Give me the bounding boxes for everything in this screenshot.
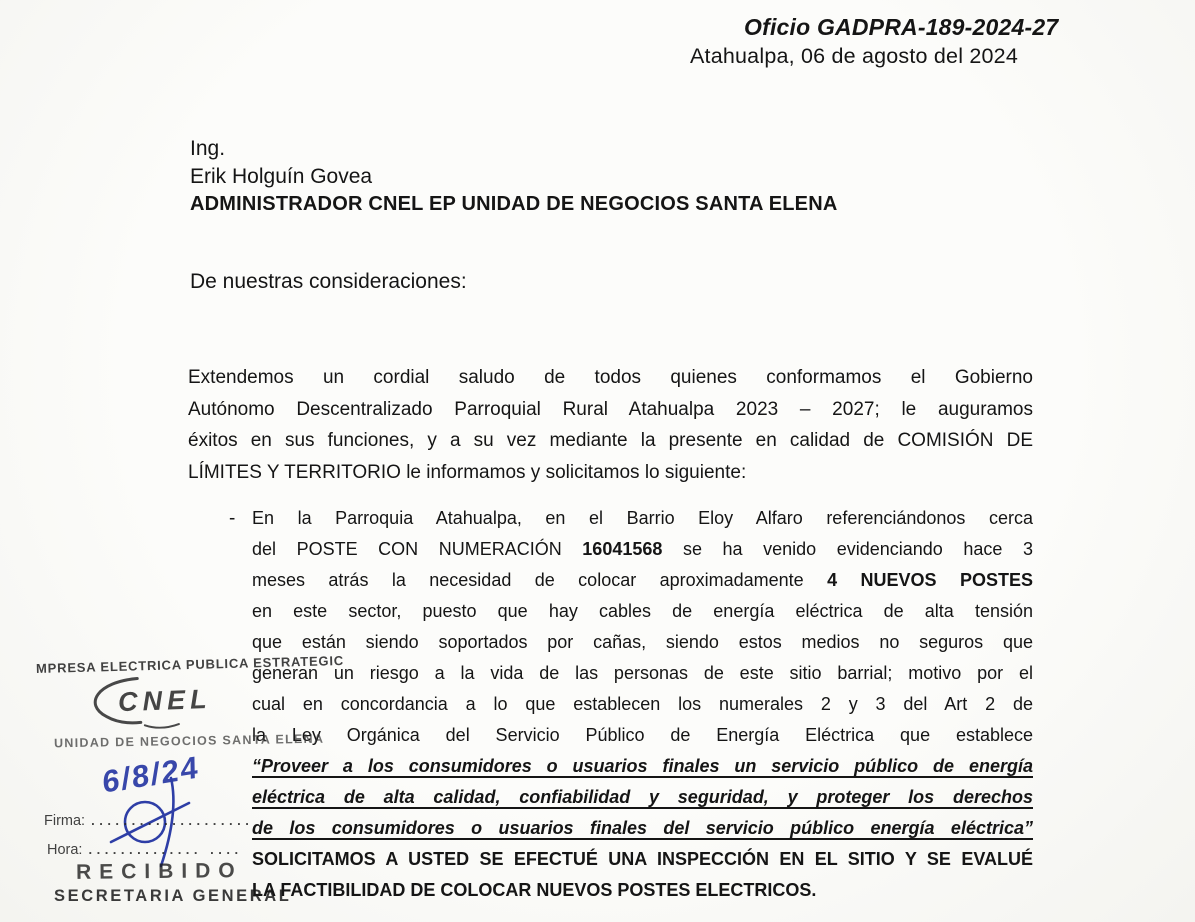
text-line	[188, 457, 1033, 489]
stamp-unit-line: UNIDAD DE NEGOCIOS SANTA ELENA	[53, 731, 325, 751]
addressee-title: ADMINISTRADOR CNEL EP UNIDAD DE NEGOCIOS SANTA ELENA	[190, 193, 838, 215]
text-segment: que están siendo soportados por cañas, siendo estos medios no seguros que	[252, 632, 1033, 652]
text-line	[252, 689, 1033, 720]
text-segment: de los consumidores o usuarios finales del servicio público energía eléctrica”	[252, 818, 1033, 838]
firma-dotted-line: ....................	[91, 813, 254, 828]
text-segment: 16041568	[582, 539, 663, 559]
text-segment: éxitos en sus funciones, y a su vez mediante la presente en calidad de COMISIÓN DE	[188, 430, 1033, 451]
text-segment: 4 NUEVOS POSTES	[827, 570, 1033, 590]
secretaria-general-stamp-text: SECRETARIA GENERAL	[54, 887, 292, 905]
text-segment: la Ley Orgánica del Servicio Público de Energía Eléctrica que establece	[252, 725, 1033, 745]
addressee-salutation: Ing.	[190, 137, 226, 160]
text-line	[252, 720, 1033, 751]
text-line	[252, 813, 1033, 844]
oficio-number: Oficio GADPRA-189-2024-27	[744, 14, 1059, 40]
intro-paragraph	[188, 362, 1033, 488]
text-line	[252, 503, 1033, 534]
hora-row	[47, 842, 243, 858]
hora-dotted-line: .............. ....	[88, 842, 243, 857]
text-line	[252, 875, 1033, 906]
stamp-company-line: MPRESA ELECTRICA PUBLICA ESTRATEGIC	[35, 652, 345, 677]
cnel-logo-text: CNEL	[117, 683, 213, 718]
text-line	[188, 425, 1033, 457]
text-segment: Extendemos un cordial saludo de todos quienes conformamos el Gobierno	[188, 367, 1033, 388]
handwritten-date: 6/8/24	[102, 749, 200, 800]
text-segment: “Proveer a los consumidores o usuarios finales un servicio público de energía	[252, 756, 1033, 776]
text-line	[188, 394, 1033, 426]
text-line	[252, 565, 1033, 596]
firma-label: Firma:	[44, 813, 86, 829]
cnel-underline-icon	[145, 724, 179, 728]
text-segment: En la Parroquia Atahualpa, en el Barrio Eloy Alfaro referenciándonos cerca	[252, 508, 1033, 528]
bullet-marker: -	[229, 508, 236, 529]
hora-label: Hora:	[47, 842, 83, 858]
text-line	[252, 534, 1033, 565]
addressee-name: Erik Holguín Govea	[190, 165, 373, 188]
text-line	[252, 782, 1033, 813]
text-segment: Autónomo Descentralizado Parroquial Rural Atahualpa 2023 – 2027; le auguramos	[188, 398, 1033, 420]
text-segment: se ha venido evidenciando hace 3	[662, 539, 1033, 559]
text-segment: cual en concordancia a lo que establecen los numerales 2 y 3 del Art 2 de	[252, 694, 1033, 714]
cnel-logo	[75, 668, 229, 731]
text-line	[252, 627, 1033, 658]
text-segment: generan un riesgo a la vida de las personas de este sitio barrial; motivo por el	[252, 663, 1033, 683]
bullet-paragraph	[252, 503, 1033, 906]
text-line	[252, 596, 1033, 627]
firma-row	[44, 813, 253, 829]
text-line	[188, 362, 1033, 394]
text-line	[252, 844, 1033, 875]
place-date-line: Atahualpa, 06 de agosto del 2024	[690, 44, 1018, 68]
greeting-line: De nuestras consideraciones:	[190, 270, 467, 293]
text-segment: en este sector, puesto que hay cables de energía eléctrica de alta tensión	[252, 601, 1033, 621]
text-segment: meses atrás la necesidad de colocar aproximadamente	[252, 570, 828, 590]
text-line	[252, 751, 1033, 782]
text-segment: del POSTE CON NUMERACIÓN	[252, 539, 583, 559]
text-segment: SOLICITAMOS A USTED SE EFECTUÉ UNA INSPECCIÓN EN EL SITIO Y SE EVALUÉ	[252, 849, 1033, 869]
text-segment: LÍMITES Y TERRITORIO le informamos y solicitamos lo siguiente:	[188, 461, 747, 483]
text-line	[252, 658, 1033, 689]
received-stamp-text: RECIBIDO	[75, 859, 243, 884]
text-segment: LA FACTIBILIDAD DE COLOCAR NUEVOS POSTES ELECTRICOS.	[252, 880, 817, 900]
text-segment: eléctrica de alta calidad, confiabilidad y seguridad, y proteger los derechos	[252, 787, 1033, 807]
